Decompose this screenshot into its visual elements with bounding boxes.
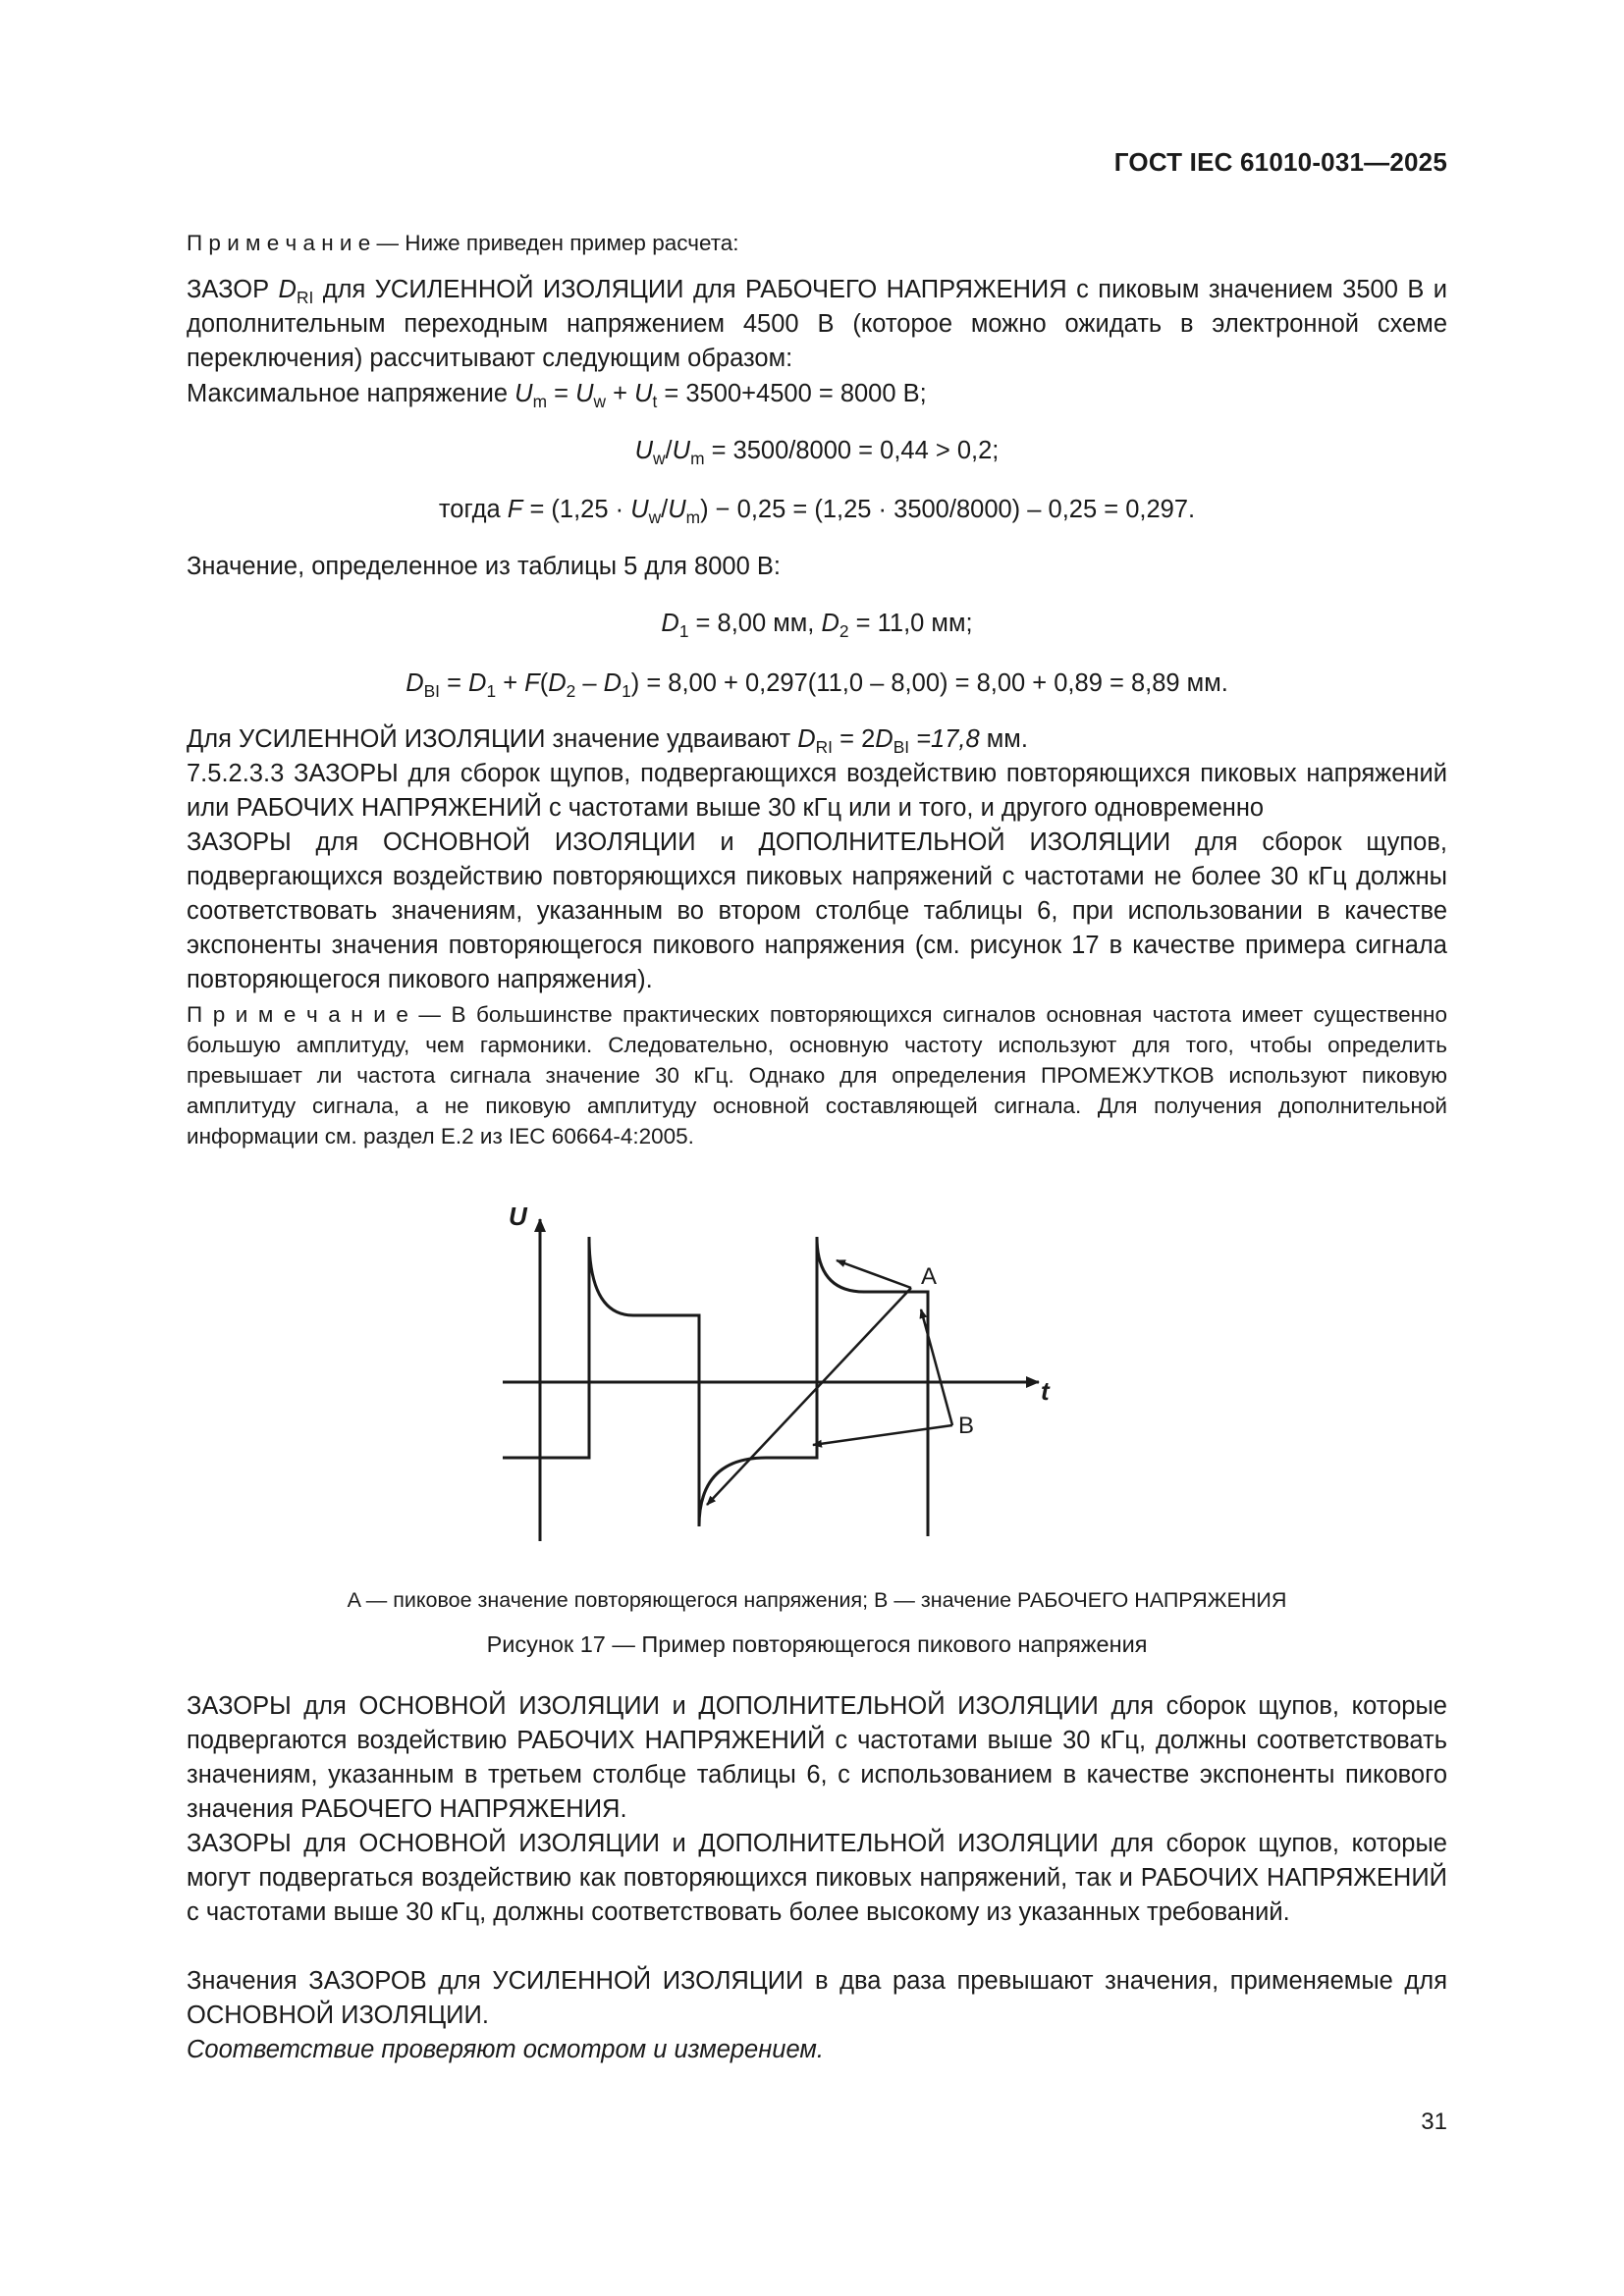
axis-label-t: t <box>1041 1376 1050 1406</box>
label-a: A <box>921 1263 938 1290</box>
max-voltage-label: Максимальное напряжение <box>187 380 515 407</box>
waveform-line <box>503 1237 928 1536</box>
compliance-text: Соответствие проверяют осмотром и измерением. <box>187 2036 824 2063</box>
d1-value: = 8,00 мм, <box>688 610 822 637</box>
section-heading <box>187 757 1447 826</box>
paragraph-working-voltage <box>187 1689 1447 1827</box>
note-text: — Ниже приведен пример расчета: <box>370 231 739 255</box>
figure-legend-text: A — пиковое значение повторяющегося напряжения; B — значение РАБОЧЕГО НАПРЯЖЕНИЯ <box>347 1588 1287 1612</box>
doubled-value: =17,8 <box>909 725 980 753</box>
compliance-statement <box>187 2033 1447 2067</box>
paragraph-repetitive-peak-text: ЗАЗОРЫ для ОСНОВНОЙ ИЗОЛЯЦИИ и ДОПОЛНИТЕЛЬНОЙ ИЗОЛЯЦИИ для сборок щупов, подвергающихся воздействию повторяющихся пиковых напряжений с частотами не более 30 кГц должны соответствовать значениям, указанным во втором столбце таблицы 6, при использовании в качестве экспоненты значения повторяющегося пикового напряжения (см. рисунок 17 в качестве примера сигнала повторяющегося пикового напряжения). <box>187 828 1447 993</box>
figure-17-waveform <box>471 1178 1080 1571</box>
doubled-line: Для УСИЛЕННОЙ ИЗОЛЯЦИИ значение удваивают $D_{RI} = 2D_{BI} =17,8$ мм. <box>187 725 1028 758</box>
then-word: тогда <box>438 496 508 523</box>
d2-value: = 11,0 мм; <box>848 610 973 637</box>
figure-legend <box>187 1583 1447 1618</box>
dbi-value: = 8,00 + 0,297(11,0 – 8,00) = 8,00 + 0,89 = 8,89 мм. <box>639 669 1228 697</box>
symbol-sub-ri: RI <box>296 288 314 308</box>
f-formula: тогда $F = (1,25 \cdot U_w/U_m) - 0,25 = (1,25 \cdot 3500/8000) - 0,25 = 0,297$. <box>438 496 1196 528</box>
paragraph-reinforced <box>187 1964 1447 2033</box>
note-label: П р и м е ч а н и е <box>187 231 371 255</box>
example-intro-rest: для УСИЛЕННОЙ ИЗОЛЯЦИИ для РАБОЧЕГО НАПРЯЖЕНИЯ с пиковым значением 3500 В и дополнительным переходным напряжением 4500 В (которое можно ожидать в электронной схеме переключения) рассчитывают следующим образом: <box>187 276 1448 372</box>
paragraph-both-conditions-text: ЗАЗОРЫ для ОСНОВНОЙ ИЗОЛЯЦИИ и ДОПОЛНИТЕЛЬНОЙ ИЗОЛЯЦИИ для сборок щупов, которые могут подвергаться воздействию как повторяющихся пиковых напряжений, так и РАБОЧИХ НАПРЯЖЕНИЙ с частотами выше 30 кГц, должны соответствовать более высокому из указанных требований. <box>187 1830 1447 1926</box>
table-value-text: Значение, определенное из таблицы 5 для 8000 В: <box>187 553 781 580</box>
note-fundamental-frequency <box>187 999 1447 1151</box>
figure-title-text: Рисунок 17 — Пример повторяющегося пикового напряжения <box>486 1631 1148 1657</box>
arrow-a-to-peak <box>837 1260 911 1288</box>
doubled-unit: мм. <box>979 725 1028 753</box>
arrow-b-to-negative-level <box>813 1425 952 1445</box>
table-value-line <box>187 550 1447 584</box>
figure-title <box>187 1628 1447 1662</box>
f-formula-part2: ) − 0,25 = (1,25 · 3500/8000) – 0,25 = 0,297. <box>700 496 1196 523</box>
paragraph-repetitive-peak <box>187 826 1447 997</box>
ratio-value: = 3500/8000 = 0,44 > 0,2; <box>704 437 1000 464</box>
paragraph-reinforced-text: Значения ЗАЗОРОВ для УСИЛЕННОЙ ИЗОЛЯЦИИ в два раза превышают значения, применяемые для ОСНОВНОЙ ИЗОЛЯЦИИ. <box>187 1967 1447 2029</box>
doubled-text: Для УСИЛЕННОЙ ИЗОЛЯЦИИ значение удваивают <box>187 725 798 753</box>
ratio-formula: $U_w/U_m = 3500/8000 = 0,44 > 0,2$; <box>634 437 1000 469</box>
page-number: 31 <box>1421 2109 1447 2135</box>
label-b: B <box>958 1413 975 1439</box>
dbi-formula: $D_{BI} = D_1 + F(D_2 - D_1) = 8,00 + 0,297(11,0 - 8,00) = 8,00 + 0,89 = 8,89$ мм. <box>406 669 1228 702</box>
example-intro-start: ЗАЗОР <box>187 276 279 303</box>
example-intro <box>187 273 1447 376</box>
note2-label: П р и м е ч а н и е <box>187 1002 408 1027</box>
max-voltage-value: = 3500+4500 = 8000 В; <box>657 380 927 407</box>
symbol-d: D <box>278 276 297 303</box>
f-formula-part1: = (1,25 · <box>522 496 631 523</box>
section-heading-text: 7.5.2.3.3 ЗАЗОРЫ для сборок щупов, подвергающихся воздействию повторяющихся пиковых напряжений или РАБОЧИХ НАПРЯЖЕНИЙ с частотами выше 30 кГц или и того, и другого одновременно <box>187 760 1447 822</box>
paragraph-working-voltage-text: ЗАЗОРЫ для ОСНОВНОЙ ИЗОЛЯЦИИ и ДОПОЛНИТЕЛЬНОЙ ИЗОЛЯЦИИ для сборок щупов, которые подвергаются воздействию РАБОЧИХ НАПРЯЖЕНИЙ с частотами выше 30 кГц, должны соответствовать значениям, указанным в третьем столбце таблицы 6, с использованием в качестве экспоненты пикового значения РАБОЧЕГО НАПРЯЖЕНИЯ. <box>187 1692 1447 1823</box>
note-calculation-example <box>187 228 1447 258</box>
arrow-a-to-trough <box>707 1288 911 1505</box>
d-values-formula: $D_1 = 8,00$ мм, $D_2 = 11,0$ мм; <box>661 610 973 642</box>
axis-label-u: U <box>509 1201 527 1231</box>
note2-text: — В большинстве практических повторяющихся сигналов основная частота имеет существенно большую амплитуду, чем гармоники. Следовательно, основную частоту используют для того, чтобы определить превышает ли частота сигнала значение 30 кГц. Однако для определения ПРОМЕЖУТКОВ используют пиковую амплитуду сигнала, а не пиковую амплитуду основной составляющей сигнала. Для получения дополнительной информации см. раздел E.2 из IEC 60664-4:2005. <box>187 1002 1447 1148</box>
arrow-b-to-level <box>921 1309 952 1425</box>
paragraph-both-conditions <box>187 1827 1447 1930</box>
document-code: ГОСТ IEC 61010-031—2025 <box>1113 147 1447 177</box>
max-voltage-line: Максимальное напряжение $U_m = U_w + U_t = 3500+4500 = 8000$ В; <box>187 380 927 412</box>
